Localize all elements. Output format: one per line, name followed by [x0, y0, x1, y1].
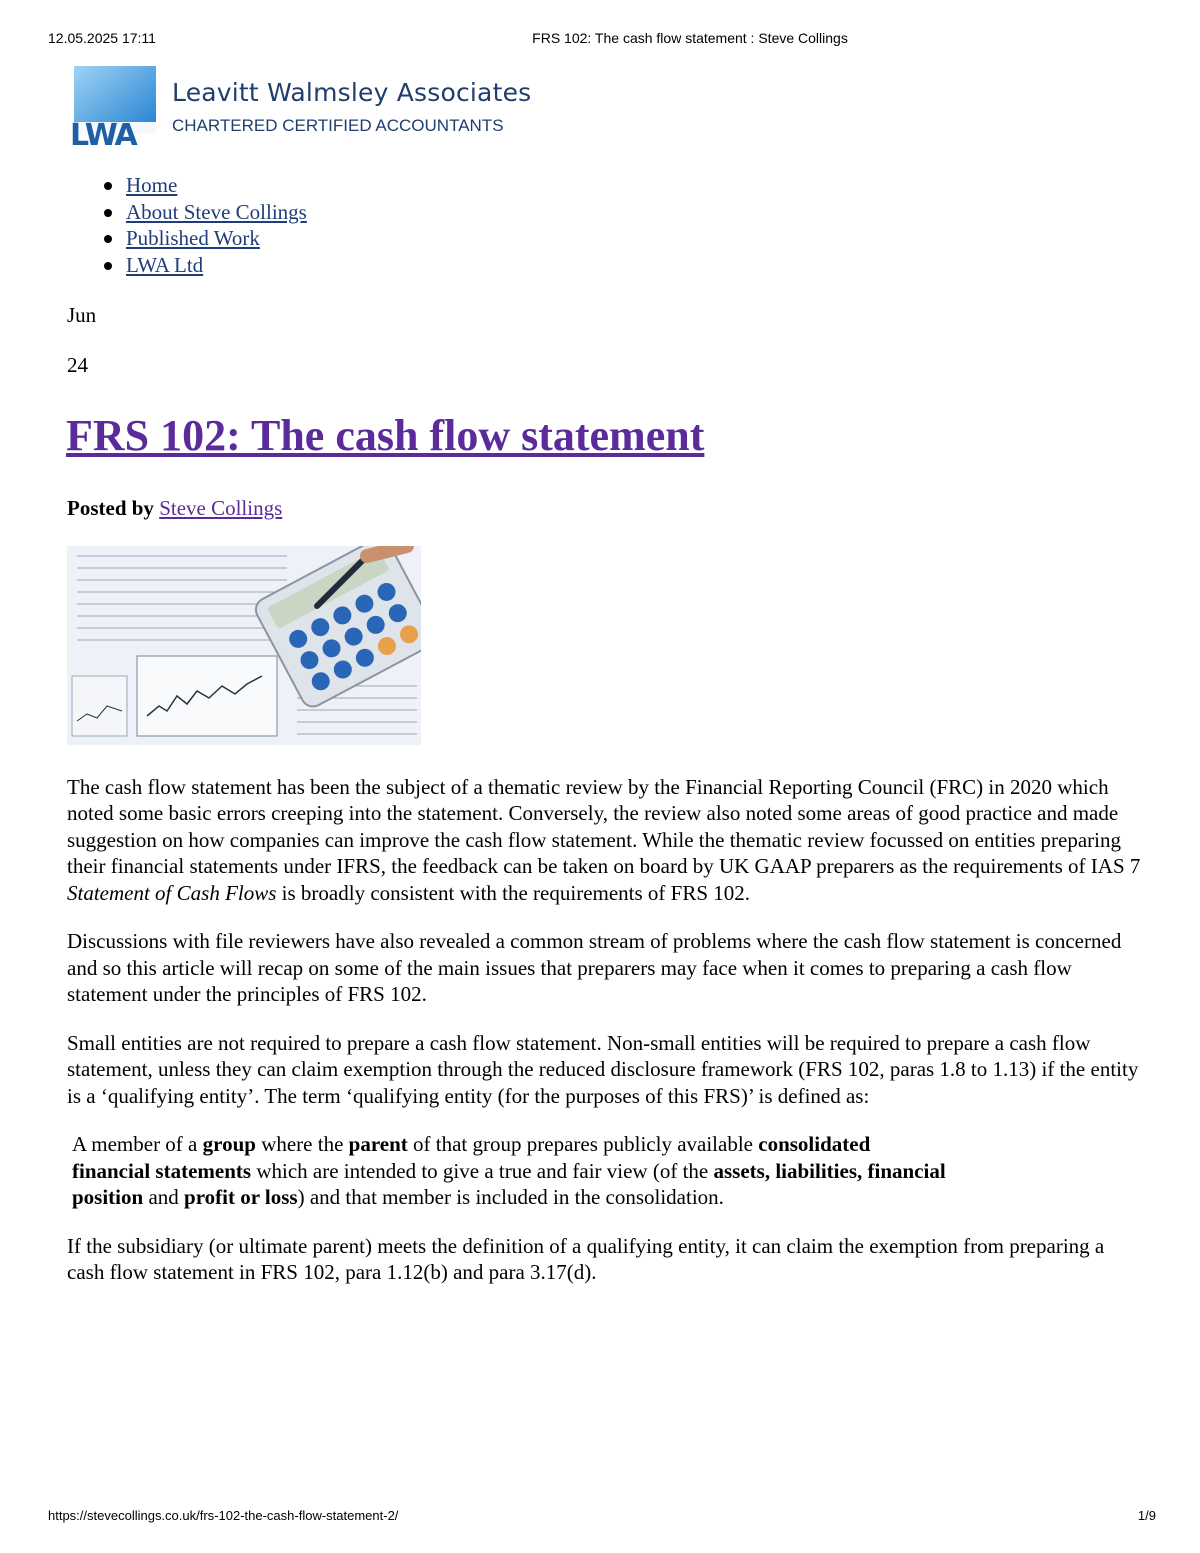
print-header: [0, 30, 1200, 50]
nav-link-home[interactable]: Home: [126, 173, 178, 197]
quote-text-4: which are intended to give a true and fair view (of the: [251, 1158, 714, 1183]
post-title[interactable]: [66, 410, 704, 461]
nav-link-lwa-ltd[interactable]: LWA Ltd: [126, 252, 204, 277]
nav-item-published-work: [96, 225, 307, 252]
qualifying-entity-definition: [72, 1131, 952, 1211]
quote-term-parent: parent: [348, 1132, 408, 1156]
author-link[interactable]: Steve Collings: [159, 496, 283, 520]
nav-item-lwa-ltd: [96, 252, 307, 279]
logo-tagline: CHARTERED CERTIFIED ACCOUNTANTS: [172, 116, 504, 135]
nav-link-published-work[interactable]: Published Work: [126, 226, 260, 250]
print-page-number: 1/9: [1137, 1508, 1156, 1523]
paragraph-1: [67, 546, 1142, 752]
post-byline: [67, 496, 282, 521]
quote-text-2: where the: [255, 1132, 349, 1156]
posted-by-label: Posted by: [67, 496, 154, 520]
p2-ias7-title: Statement of Cash Flows: [67, 880, 277, 905]
quote-text-3: of that group prepares publicly available: [407, 1132, 759, 1156]
quote-text-5: and: [143, 1185, 185, 1209]
quote-term-consolidated: consolidated financial statements: [72, 1132, 871, 1183]
lwa-logo-mark: [68, 66, 156, 146]
post-title-link[interactable]: FRS 102: The cash flow statement: [66, 411, 705, 460]
print-datetime: 12.05.2025 17:11: [48, 30, 156, 46]
p2-text-c: is broadly consistent with the requirements of FRS 102.: [276, 880, 751, 905]
p2-text-a: The cash flow statement has been the subject of a thematic review by the Financial Reporting Council (FRC) in 2020 which noted some basic errors creeping into the statement. Conversely, the review also noted some areas of good practice and made suggestion on how companies can improve the cash flow statement. While the thematic review focussed on entities preparing their financial statements under IFRS, the feedback can be taken on board by UK GAAP preparers as the requirements of IAS 7: [67, 774, 1141, 878]
paragraph-4: Small entities are not required to prepare a cash flow statement. Non-small entities will be required to prepare a cash flow statement, unless they can claim exemption through the reduced disclosure framework (FRS 102, paras 1.8 to 1.13) if the entity is a ‘qualifying entity’. The term ‘qualifying entity (for the purposes of this FRS)’ is defined as:: [67, 1030, 1139, 1108]
paragraph-2: [67, 774, 1142, 907]
quote-text-1: A member of a: [72, 1132, 203, 1156]
nav-link-about[interactable]: About Steve Collings: [126, 199, 307, 224]
post-date-day: 24: [67, 353, 88, 377]
paragraph-5: If the subsidiary (or ultimate parent) meets the definition of a qualifying entity, it can claim the exemption from preparing a cash flow statement in FRS 102, para 1.12(b) and para 3.17(d).: [67, 1233, 1105, 1284]
post-content: [67, 546, 1142, 1308]
site-logo[interactable]: [68, 66, 532, 148]
main-nav: [96, 172, 307, 278]
print-page-title: FRS 102: The cash flow statement : Steve Collings: [532, 30, 848, 46]
nav-item-about: [96, 199, 307, 226]
quote-term-group: group: [202, 1132, 256, 1156]
paragraph-3: Discussions with file reviewers have also revealed a common stream of problems where the cash flow statement is concerned and so this article will recap on some of the main issues that preparers may face when it comes to preparing a cash flow statement under the principles of FRS 102.: [67, 929, 1122, 1006]
quote-term-assets: assets, liabilities, financial position: [72, 1158, 946, 1209]
quote-text-6: ) and that member is included in the consolidation.: [297, 1185, 724, 1209]
logo-company-name: Leavitt Walmsley Associates: [172, 78, 532, 107]
post-date-month: Jun: [67, 303, 97, 327]
nav-item-home: [96, 172, 307, 199]
calculator-image: [67, 546, 421, 745]
print-url: https://stevecollings.co.uk/frs-102-the-cash-flow-statement-2/: [48, 1508, 399, 1523]
svg-text:LWA: LWA: [70, 118, 136, 146]
quote-term-profit: profit or loss: [184, 1185, 298, 1209]
